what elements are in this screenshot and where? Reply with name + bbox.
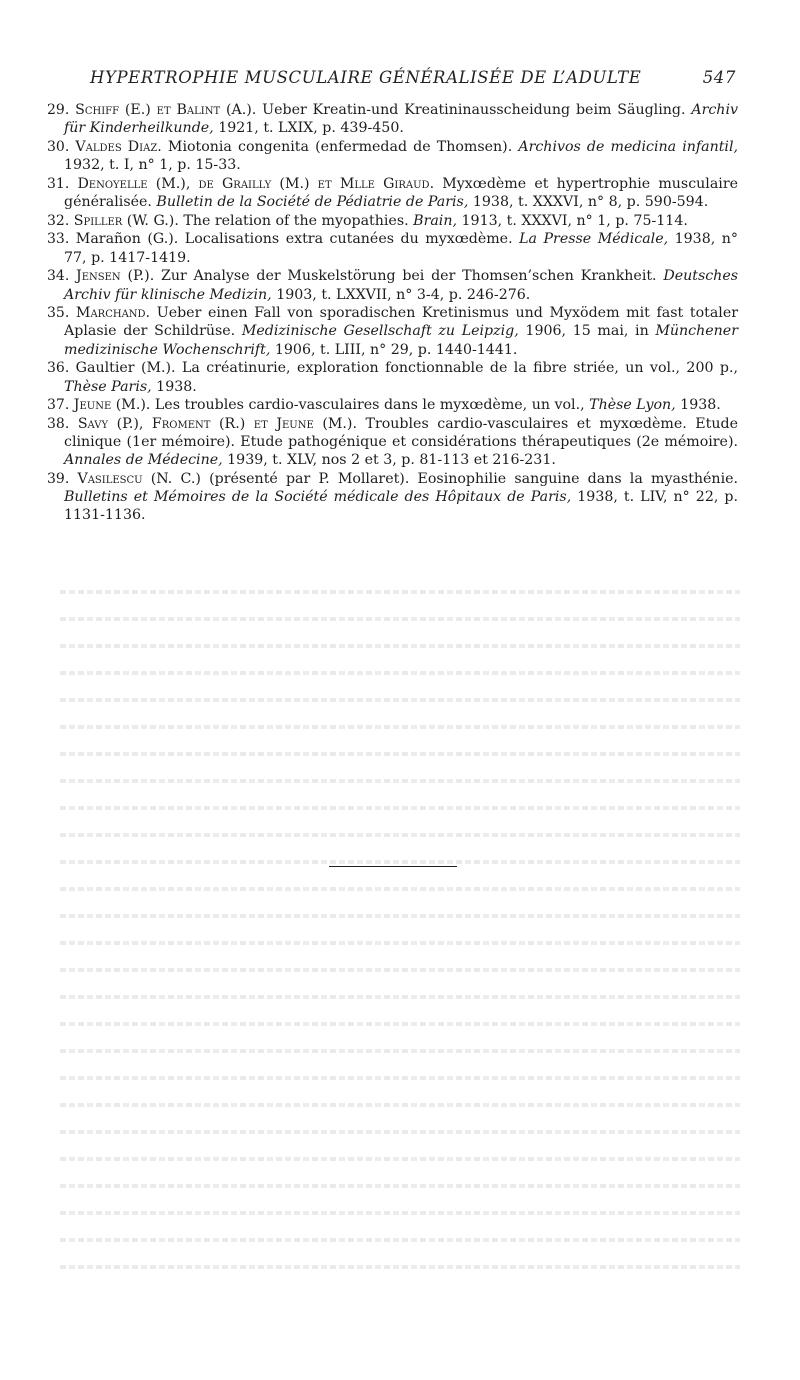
show-through-texture [60, 590, 740, 1310]
reference-35 [47, 304, 738, 359]
reference-details: 1913, t. XXXVI, n° 1, p. 75-114. [457, 212, 688, 229]
reference-details: 1906, 15 mai, in [518, 323, 656, 340]
reference-31 [47, 175, 738, 211]
reference-source: La Presse Médicale, [519, 231, 669, 248]
reference-details: 1938, t. XXXVI, n° 8, p. 590-594. [468, 194, 709, 211]
reference-authors: Marchand. [75, 305, 151, 322]
reference-number: 39. [47, 471, 70, 488]
reference-38 [47, 415, 738, 470]
reference-source: Medizinische Gesellschaft zu Leipzig, [241, 323, 519, 340]
reference-source: Thèse Lyon, [589, 397, 676, 414]
reference-authors: Vasilescu (N. C.) [77, 471, 201, 488]
reference-title: Les troubles cardio-vasculaires dans le myxœdème, un vol., [150, 397, 590, 414]
reference-details: 1939, t. XLV, nos 2 et 3, p. 81-113 et 216-231. [222, 452, 556, 469]
reference-source: Deutsches Archiv für klinische Medizin, [64, 268, 738, 303]
reference-39 [47, 470, 738, 525]
reference-authors: Spiller (W. G.). [73, 212, 179, 229]
reference-number: 38. [47, 415, 70, 432]
reference-number: 33. [47, 231, 70, 248]
reference-32 [47, 212, 738, 230]
reference-authors: Gaultier (M.). [75, 360, 176, 377]
reference-source: Annales de Médecine, [64, 452, 223, 469]
reference-details: 1938. [151, 378, 197, 395]
reference-title: La créatinurie, exploration fonctionnable de la fibre striée, un vol., 200 p., [175, 360, 739, 377]
reference-authors: Savy (P.), Froment (R.) et Jeune (M.). [77, 415, 357, 432]
reference-number: 31. [47, 175, 70, 192]
reference-number: 36. [47, 360, 70, 377]
reference-number: 37. [47, 397, 70, 414]
reference-source: Archivos de medicina infantil, [518, 138, 738, 155]
reference-source-secondary: Münchener medizinische Wochenschrift, [64, 323, 738, 358]
reference-details: 1938. [675, 397, 721, 414]
reference-details-secondary: 1906, t. LIII, n° 29, p. 1440-1441. [270, 341, 518, 358]
reference-title: Troubles cardio-vasculaires et myxœdème. Etude clinique (1er mémoire). Etude pathogénique et considérations thérapeutiques (2e mémoire). [64, 415, 738, 451]
reference-37 [47, 396, 738, 414]
reference-34 [47, 267, 738, 303]
reference-source: Thèse Paris, [64, 378, 152, 395]
reference-title: Localisations extra cutanées du myxœdème. [178, 231, 520, 248]
reference-source: Bulletin de la Société de Pédiatrie de Paris, [156, 194, 469, 211]
reference-title: Miotonia congenita (enfermedad de Thomsen). [161, 138, 519, 155]
reference-36 [47, 359, 738, 395]
reference-source: Brain, [413, 212, 457, 229]
bibliography-list [47, 101, 738, 525]
reference-authors: Jensen (P.). [76, 268, 155, 285]
page-number: 547 [702, 68, 736, 87]
reference-number: 34. [47, 268, 70, 285]
reference-authors: Marañon (G.). [75, 231, 179, 248]
reference-source: Bulletins et Mémoires de la Société médicale des Hôpitaux de Paris, [64, 489, 572, 506]
reference-number: 35. [47, 305, 70, 322]
reference-authors: Schiff (E.) et Balint (A.). [75, 102, 257, 118]
reference-title: Zur Analyse der Muskelstörung bei der Thomsen’schen Krankheit. [154, 268, 664, 285]
reference-number: 30. [47, 138, 70, 155]
reference-30 [47, 138, 738, 174]
running-title: HYPERTROPHIE MUSCULAIRE GÉNÉRALISÉE DE L’ADULTE [90, 68, 642, 87]
reference-title: Myxœdème et hypertrophie musculaire généralisée. [64, 175, 739, 211]
reference-number: 29. [47, 102, 70, 118]
reference-details: 1938, n° 77, p. 1417-1419. [64, 231, 738, 266]
reference-authors: Valdes Diaz. [75, 138, 162, 155]
reference-title: Ueber einen Fall von sporadischen Kretinismus und Myxödem mit fast totaler Aplasie der Schildrüse. [64, 305, 738, 340]
reference-source: Archiv für Kinderheilkunde, [64, 102, 738, 137]
reference-details: 1903, t. LXXVII, n° 3-4, p. 246-276. [271, 286, 531, 303]
reference-29 [47, 101, 738, 137]
reference-title: Ueber Kreatin-und Kreatininausscheidung beim Säugling. [256, 102, 692, 118]
reference-title: The relation of the myopathies. [178, 212, 414, 229]
running-header [90, 68, 736, 87]
reference-authors: Jeune (M.). [73, 397, 151, 414]
reference-details: 1921, t. LXIX, p. 439-450. [213, 120, 404, 137]
reference-33 [47, 230, 738, 266]
reference-authors: Denoyelle (M.), de Grailly (M.) et Mlle Giraud. [77, 175, 435, 192]
reference-details: 1932, t. I, n° 1, p. 15-33. [64, 157, 241, 174]
reference-title: (présenté par P. Mollaret). Eosinophilie sanguine dans la myasthénie. [200, 471, 739, 488]
reference-details: 1938, t. LIV, n° 22, p. 1131-1136. [64, 489, 738, 524]
reference-number: 32. [47, 212, 70, 229]
